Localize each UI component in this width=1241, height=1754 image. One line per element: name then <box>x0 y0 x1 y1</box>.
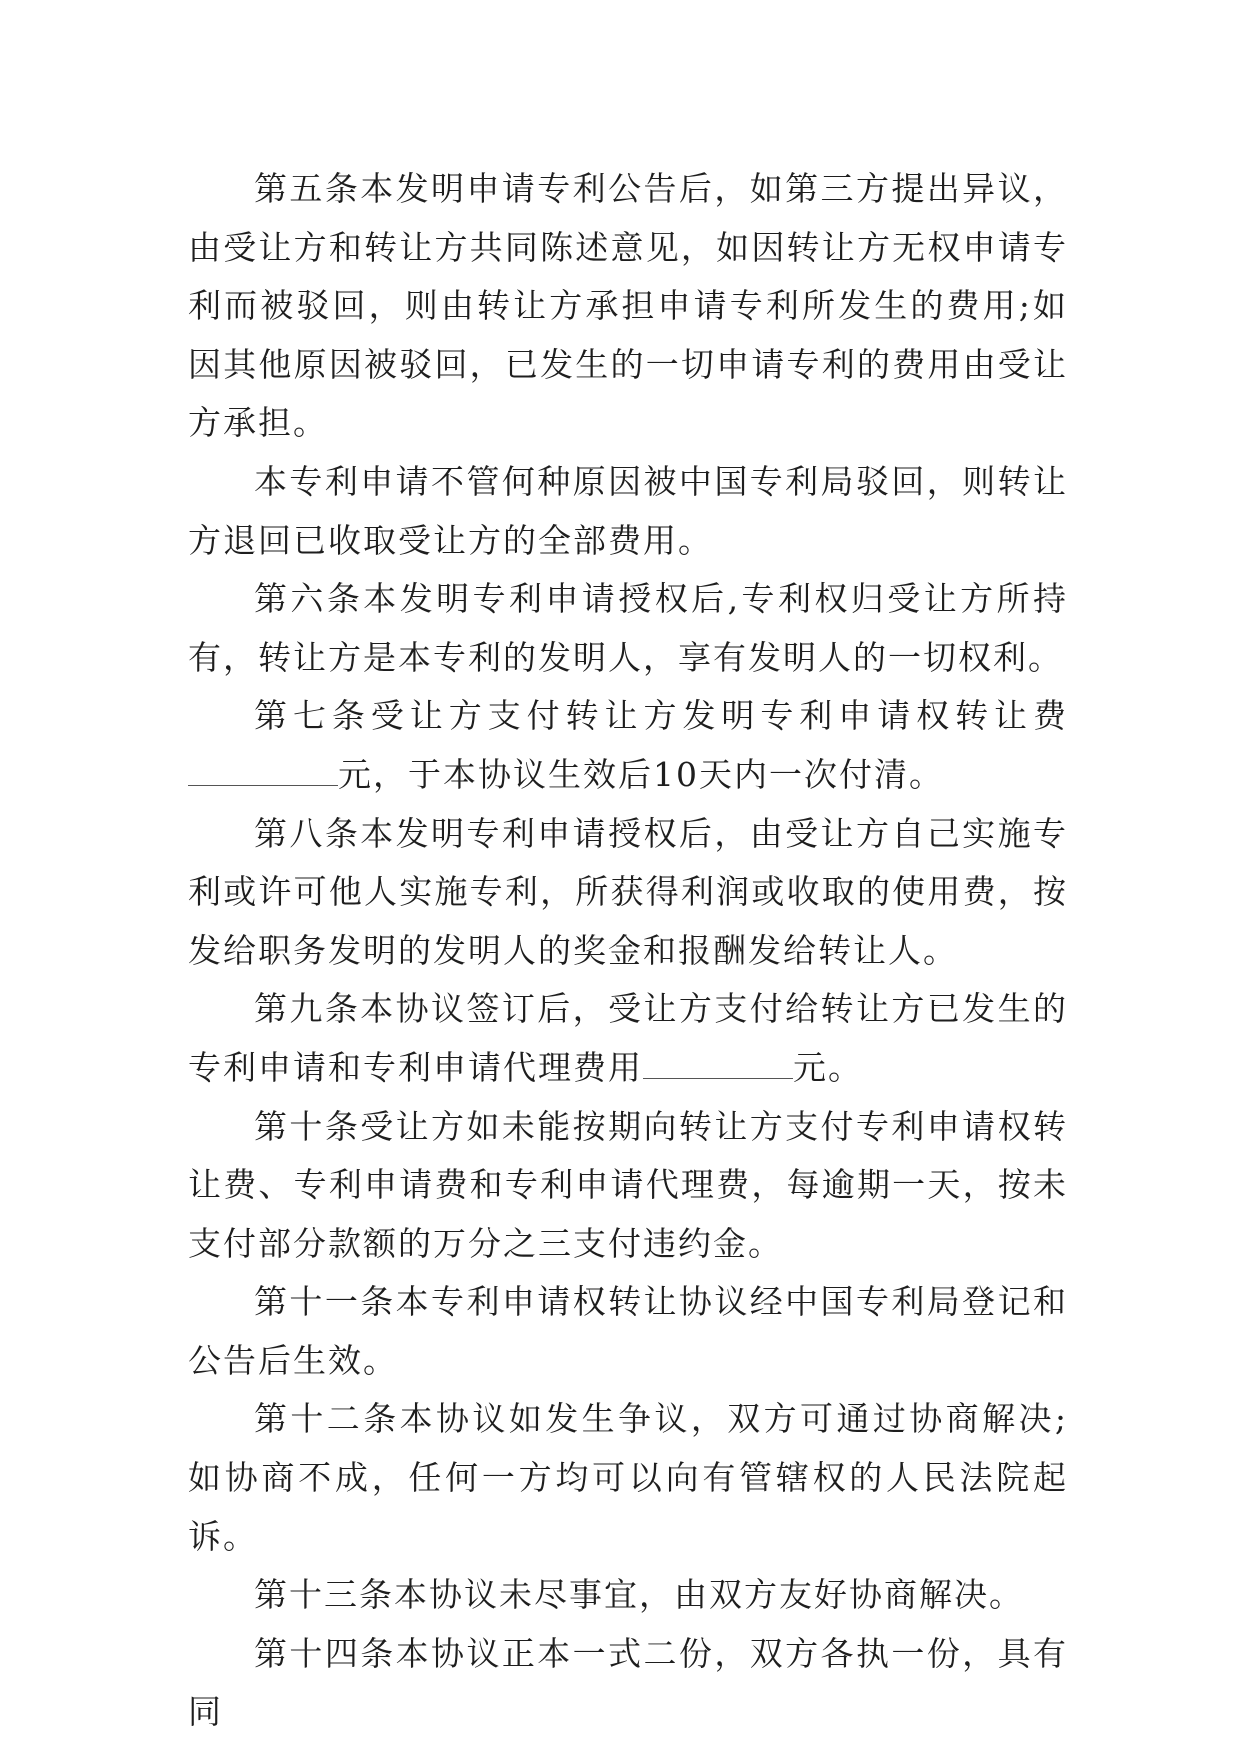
transfer-fee-blank <box>188 759 338 786</box>
paragraph-article-7 <box>188 687 1068 804</box>
article-9-text-after: 元。 <box>793 1047 863 1087</box>
paragraph-article-14: 第十四条本协议正本一式二份，双方各执一份，具有同 <box>188 1633 1068 1732</box>
article-7-text-before: 第七条受让方支付转让方发明专利申请权转让费 <box>254 696 1068 736</box>
paragraph-article-11: 第十一条本专利申请权转让协议经中国专利局登记和公告后生效。 <box>188 1282 1068 1380</box>
paragraph-article-8: 第八条本发明专利申请授权后，由受让方自己实施专利或许可他人实施专利，所获得利润或收取的使用费，按发给职务发明的发明人的奖金和报酬发给转让人。 <box>188 813 1068 970</box>
paragraph-article-6: 第六条本发明专利申请授权后,专利权归受让方所持有，转让方是本专利的发明人，享有发明人的一切权利。 <box>188 579 1068 677</box>
paragraph-article-5: 第五条本发明申请专利公告后，如第三方提出异议，由受让方和转让方共同陈述意见，如因转让方无权申请专利而被驳回，则由转让方承担申请专利所发生的费用;如因其他原因被驳回，已发生的一切申请专利的费用由受让方承担。 <box>188 169 1068 443</box>
document-body <box>188 160 1068 1742</box>
article-7-text-after: 元，于本协议生效后10天内一次付清。 <box>338 754 944 794</box>
paragraph-rejection-refund: 本专利申请不管何种原因被中国专利局驳回，则转让方退回已收取受让方的全部费用。 <box>188 461 1068 560</box>
article-9-text-before: 第九条本协议签订后，受让方支付给转让方已发生的专利申请和专利申请代理费用 <box>188 989 1068 1087</box>
paragraph-article-9 <box>188 980 1068 1097</box>
paragraph-article-12: 第十二条本协议如发生争议，双方可通过协商解决;如协商不成，任何一方均可以向有管辖权的人民法院起诉。 <box>188 1399 1068 1556</box>
paragraph-article-13: 第十三条本协议未尽事宜，由双方友好协商解决。 <box>254 1575 1024 1615</box>
paragraph-article-10: 第十条受让方如未能按期向转让方支付专利申请权转让费、专利申请费和专利申请代理费，每逾期一天，按未支付部分款额的万分之三支付违约金。 <box>188 1106 1068 1263</box>
agency-fee-blank <box>643 1052 793 1079</box>
